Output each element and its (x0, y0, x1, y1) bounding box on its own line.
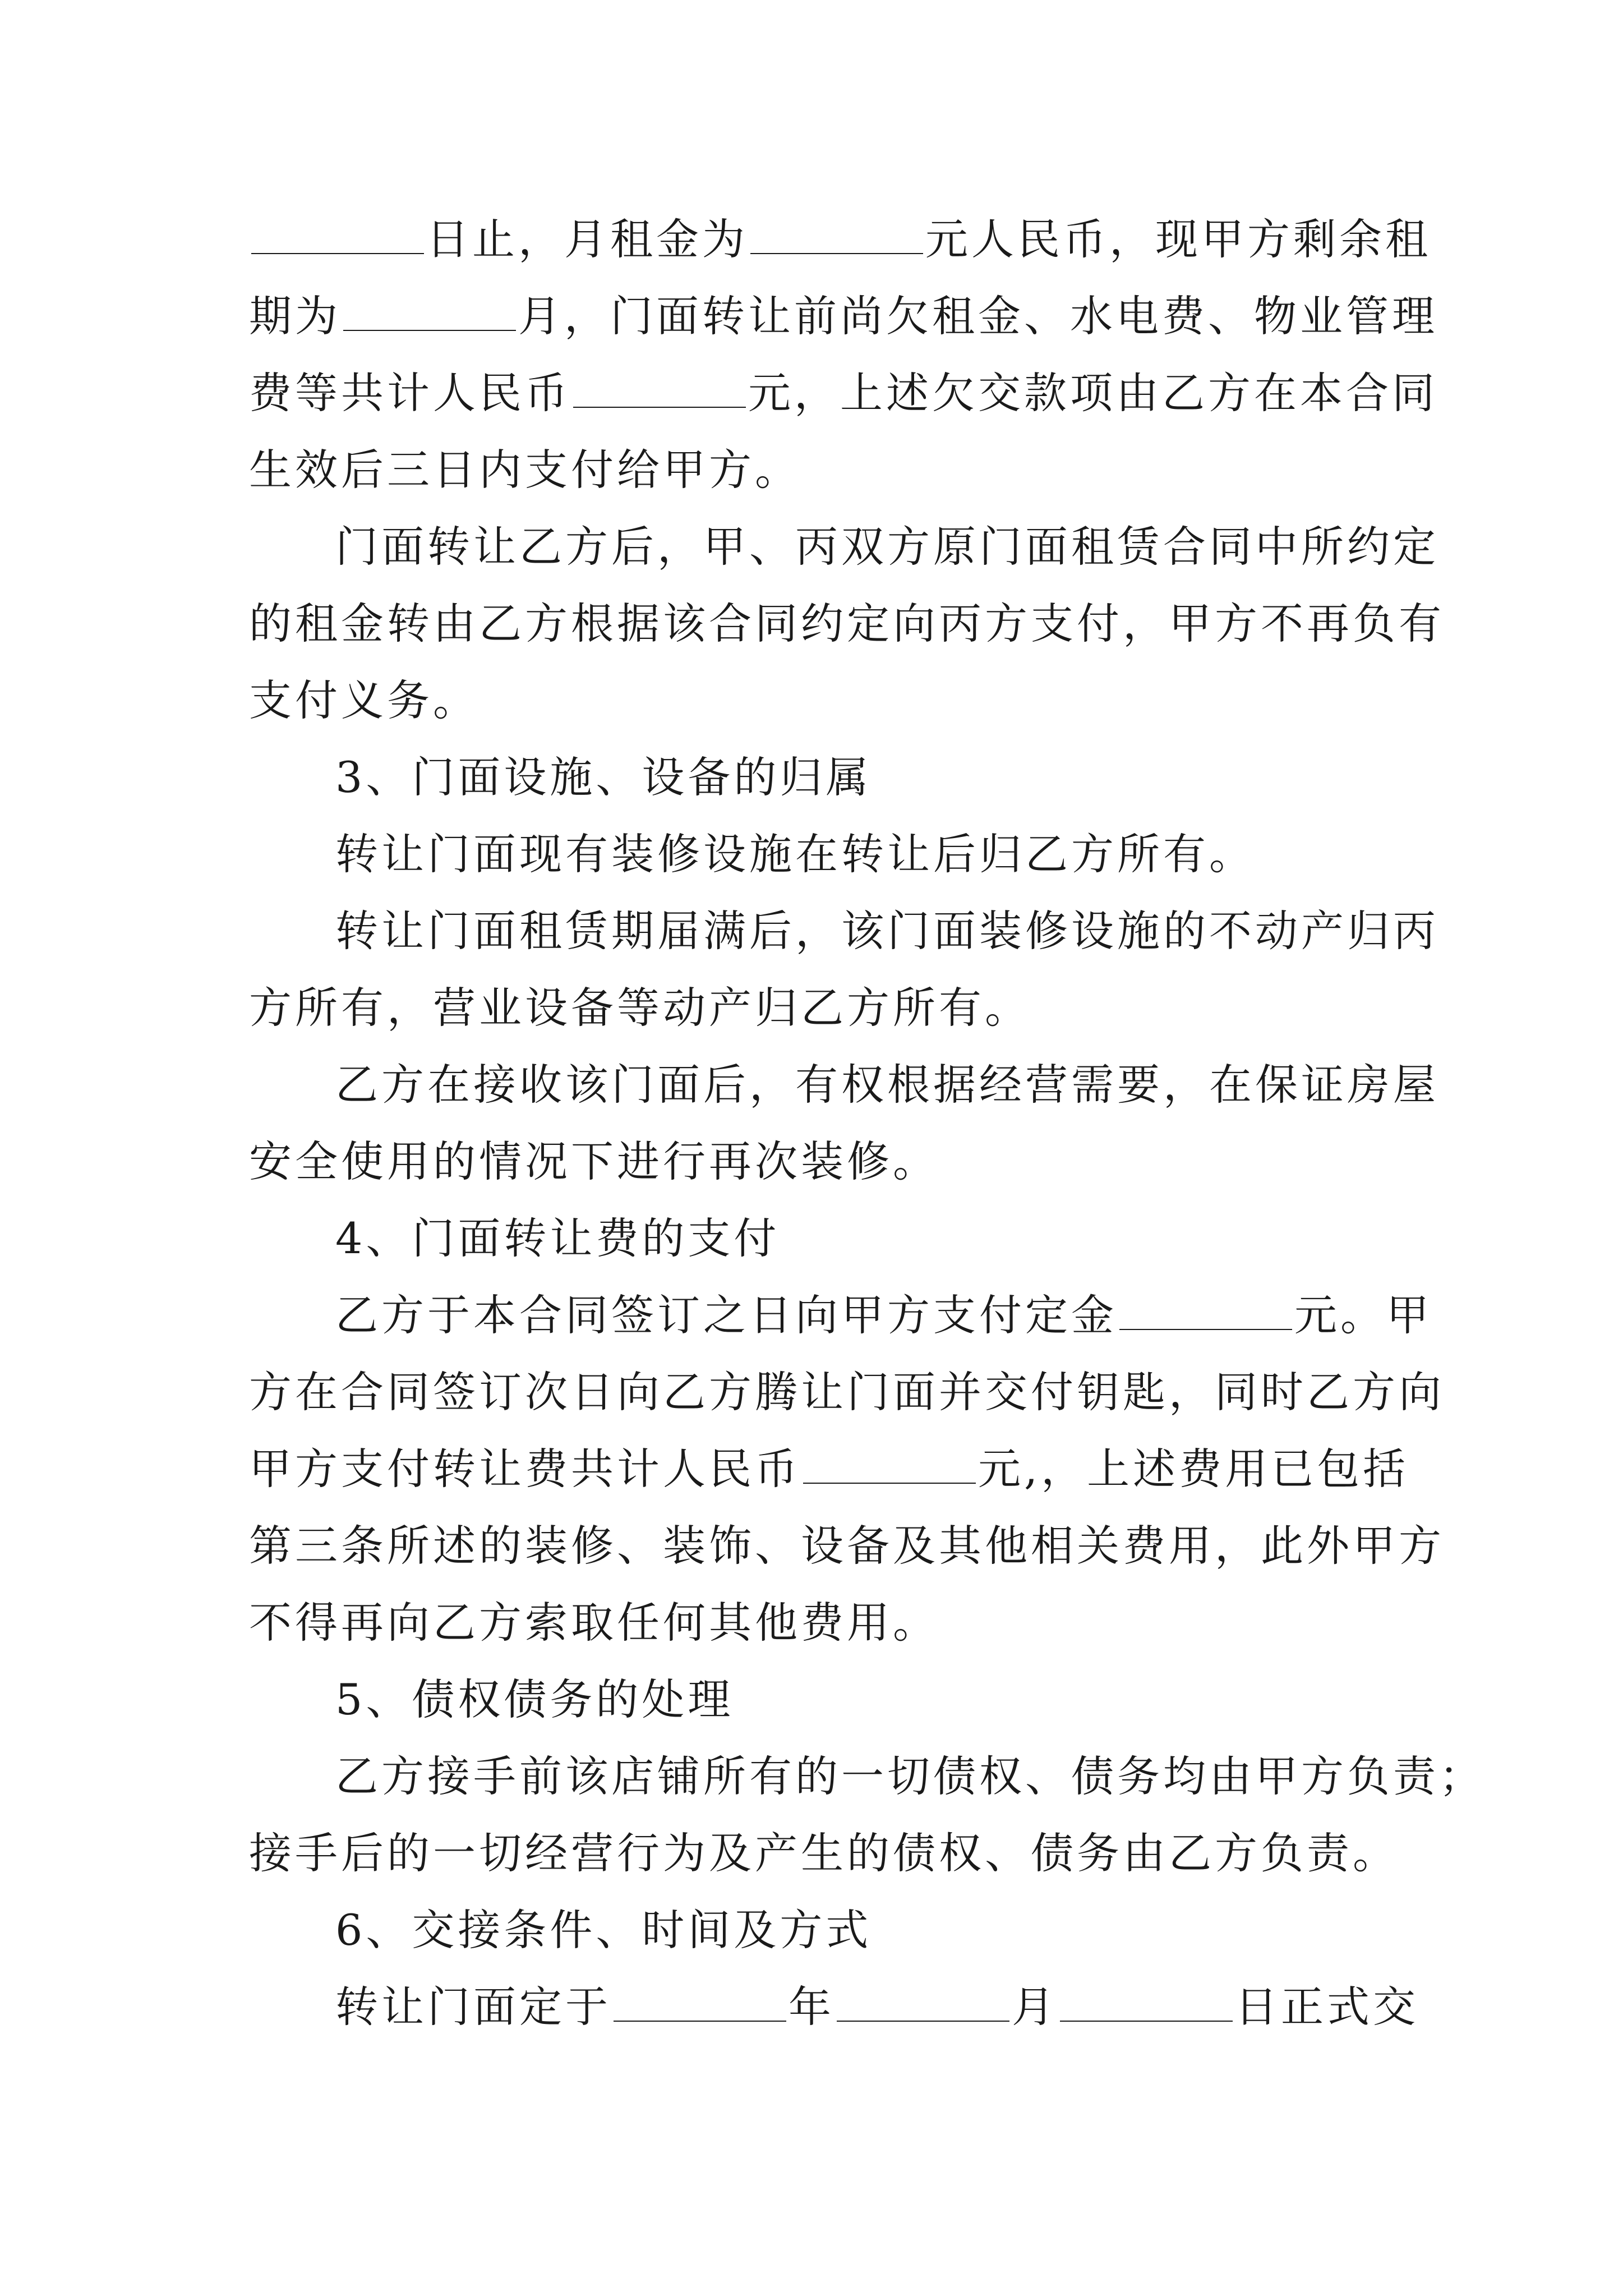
text-segment: 4、门面转让费的支付 (335, 1213, 780, 1263)
text-segment: 日止，月租金为 (426, 214, 748, 264)
text-line (249, 1354, 1445, 1430)
section-heading (249, 739, 1387, 816)
text-line (249, 355, 1438, 431)
fill-in-blank (614, 1986, 786, 2022)
text-segment: 的租金转由乙方根据该合同约定向丙方支付，甲方不再负有 (249, 599, 1445, 648)
text-line (249, 816, 1387, 892)
text-line (249, 278, 1438, 355)
fill-in-blank (803, 1448, 976, 1484)
text-line (249, 508, 1439, 585)
text-segment: 转让门面定于 (335, 1982, 611, 2032)
text-line (249, 1584, 1387, 1661)
text-segment: 月，门面转让前尚欠租金、水电费、物业管理 (518, 291, 1438, 341)
text-segment: 乙方于本合同签订之日向甲方支付定金 (335, 1290, 1117, 1340)
fill-in-blank (1060, 1986, 1233, 2022)
text-segment: 5、债权债务的处理 (335, 1674, 734, 1724)
text-segment: 第三条所述的装修、装饰、设备及其他相关费用，此外甲方 (249, 1521, 1445, 1571)
text-segment: 日正式交 (1235, 1982, 1419, 2032)
text-segment: 乙方接手前该店铺所有的一切债权、债务均由甲方负责； (335, 1751, 1485, 1801)
text-segment: 方在合同签订次日向乙方腾让门面并交付钥匙，同时乙方向 (249, 1367, 1445, 1417)
text-segment: 支付义务。 (249, 675, 479, 725)
text-segment: 生效后三日内支付给甲方。 (249, 445, 801, 495)
fill-in-blank (837, 1986, 1009, 2022)
section-heading (249, 1200, 1387, 1277)
section-heading (249, 1892, 1387, 1968)
text-segment: 安全使用的情况下进行再次装修。 (249, 1137, 939, 1186)
text-line (249, 201, 1431, 278)
text-line (249, 1507, 1445, 1584)
text-segment: 转让门面现有装修设施在转让后归乙方所有。 (335, 829, 1255, 879)
text-line (249, 431, 1387, 508)
text-line (249, 1123, 1387, 1200)
text-line (249, 1430, 1409, 1507)
text-line (249, 892, 1439, 969)
contract-body (249, 201, 1485, 2045)
text-segment: 甲方支付转让费共计人民币 (249, 1444, 801, 1494)
text-segment: 期为 (249, 291, 341, 341)
text-segment: 费等共计人民币 (249, 368, 571, 418)
text-line (249, 585, 1445, 662)
text-segment: 3、门面设施、设备的归属 (335, 752, 872, 802)
text-segment: 元,，上述费用已包括 (978, 1444, 1409, 1494)
text-line (249, 662, 1387, 739)
fill-in-blank (750, 218, 923, 254)
fill-in-blank (1119, 1294, 1292, 1330)
text-segment: 门面转让乙方后，甲、丙双方原门面租赁合同中所约定 (335, 522, 1439, 572)
text-line (249, 1815, 1399, 1892)
text-line (249, 1738, 1485, 1815)
text-segment: 元，上述欠交款项由乙方在本合同 (748, 368, 1438, 418)
text-segment: 元人民币，现甲方剩余租 (925, 214, 1431, 264)
fill-in-blank (343, 295, 516, 331)
text-segment: 元。甲 (1294, 1290, 1432, 1340)
text-line (249, 1968, 1419, 2045)
text-segment: 6、交接条件、时间及方式 (335, 1905, 872, 1955)
text-segment: 转让门面租赁期届满后，该门面装修设施的不动产归丙 (335, 906, 1439, 956)
fill-in-blank (573, 372, 746, 408)
text-segment: 月 (1012, 1982, 1058, 2032)
text-line (249, 969, 1387, 1046)
text-segment: 方所有，营业设备等动产归乙方所有。 (249, 983, 1031, 1033)
text-line (249, 1046, 1439, 1123)
fill-in-blank (251, 218, 424, 254)
text-segment: 不得再向乙方索取任何其他费用。 (249, 1598, 939, 1648)
text-segment: 年 (789, 1982, 834, 2032)
text-segment: 乙方在接收该门面后，有权根据经营需要，在保证房屋 (335, 1060, 1439, 1110)
text-line (249, 1277, 1432, 1354)
section-heading (249, 1661, 1387, 1738)
text-segment: 接手后的一切经营行为及产生的债权、债务由乙方负责。 (249, 1828, 1399, 1878)
